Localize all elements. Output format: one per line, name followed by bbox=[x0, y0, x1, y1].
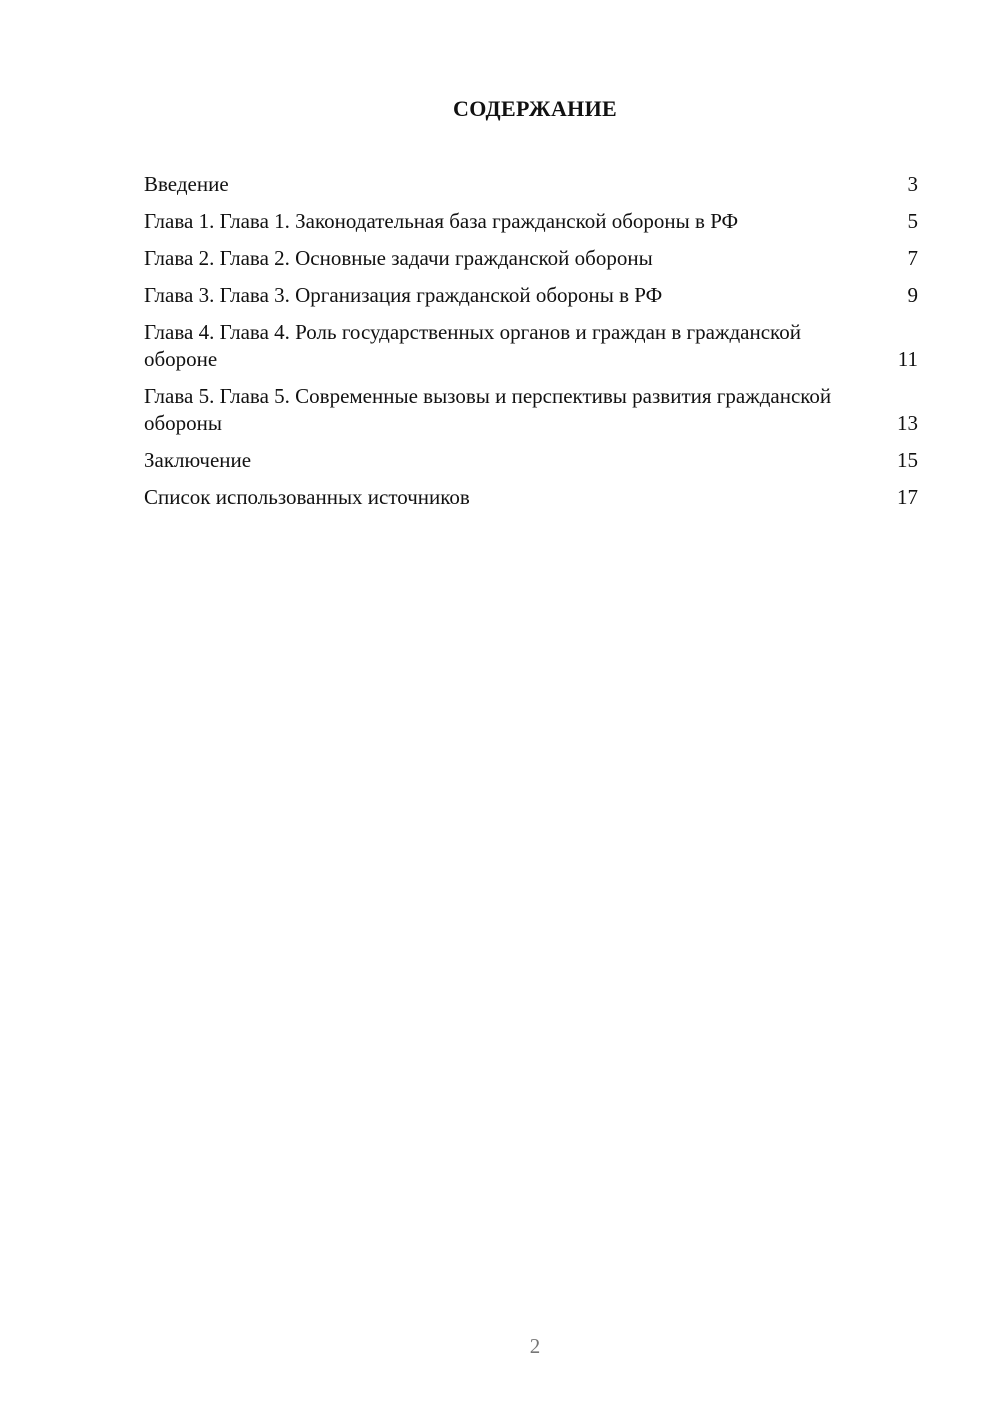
toc-entry-references bbox=[144, 484, 918, 511]
toc-entry-page: 17 bbox=[897, 485, 918, 509]
toc-entry-page: 15 bbox=[897, 448, 918, 472]
toc-entry-text: Глава 3. Глава 3. Организация гражданской обороны в РФ bbox=[144, 283, 663, 307]
table-of-contents bbox=[144, 171, 918, 521]
toc-entry-chapter-2 bbox=[144, 245, 918, 272]
toc-entry-page: 5 bbox=[907, 209, 918, 233]
toc-entry-page: 11 bbox=[897, 347, 918, 371]
toc-entry-page: 7 bbox=[907, 246, 918, 270]
toc-entry-page: 9 bbox=[907, 283, 918, 307]
toc-entry-text: Глава 5. Глава 5. Современные вызовы и перспективы развития гражданской обороны bbox=[144, 384, 832, 435]
toc-entry-chapter-5 bbox=[144, 383, 918, 437]
toc-entry-chapter-3 bbox=[144, 282, 918, 309]
toc-entry-text: Глава 2. Глава 2. Основные задачи гражданской обороны bbox=[144, 246, 653, 270]
page-title: СОДЕРЖАНИЕ bbox=[453, 96, 617, 121]
toc-entry-conclusion bbox=[144, 447, 918, 474]
toc-entry-text: Глава 1. Глава 1. Законодательная база гражданской обороны в РФ bbox=[144, 209, 739, 233]
toc-entry-page: 3 bbox=[907, 172, 918, 196]
toc-entry-text: Глава 4. Глава 4. Роль государственных органов и граждан в гражданской обороне bbox=[144, 320, 801, 371]
toc-entry-text: Заключение bbox=[144, 448, 252, 472]
toc-entry-chapter-4 bbox=[144, 319, 918, 373]
page-number: 2 bbox=[529, 1334, 541, 1358]
toc-entry-page: 13 bbox=[897, 411, 918, 435]
toc-entry-text: Список использованных источников bbox=[144, 485, 470, 509]
toc-entry-introduction bbox=[144, 171, 918, 198]
toc-entry-chapter-1 bbox=[144, 208, 918, 235]
toc-entry-text: Введение bbox=[144, 172, 229, 196]
